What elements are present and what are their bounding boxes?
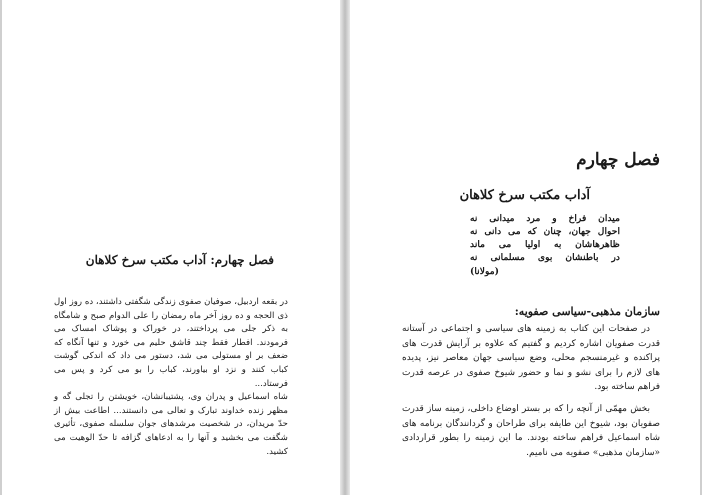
verse-line-2: احوال جهان، چنان که می دانی نه bbox=[470, 226, 620, 237]
chapter-title: آداب مکتب سرخ کلاهان bbox=[459, 188, 590, 203]
verse-line-3: ظاهرهاشان به اولیا می ماند bbox=[470, 239, 620, 250]
right-page bbox=[350, 0, 700, 495]
right-paragraph-2: بخش مهمّی از آنچه را که بر بستر اوضاع داخلی، زمینه ساز قدرت صفویان بود، شیوخ این طایفه برای طراحان و گردانندگان برنامه های شاه اسماعیل فراهم ساخته بودند. ما این زمینه را بطور قراردادی «سازمان مذهبی» صفویه می نامیم. bbox=[402, 403, 660, 458]
verse-line-1: میدان فراخ و مرد میدانی نه bbox=[470, 213, 620, 224]
left-page-body bbox=[54, 296, 288, 459]
left-page-title: فصل چهارم: آداب مکتب سرخ کلاهان bbox=[85, 253, 274, 267]
left-paragraph-2: شاه اسماعیل و پدران وی، پشتیبانشان، خویشتن را تجلی گه و مظهر زنده خداوند تبارک و تعالی می دانستند... اطاعت بیش از حدّ مریدان، در شخصیت مرشدهای جوان سلسله صفوی، تأثیری شگفت می بخشید و آنها را به ادعاهای گزافه تا حدّ الوهیت می کشید. bbox=[54, 392, 288, 457]
verse-author: (مولانا) bbox=[470, 266, 499, 277]
right-page-body bbox=[402, 322, 660, 467]
right-paragraph-1: در صفحات این کتاب به زمینه های سیاسی و اجتماعی در آستانه قدرت صفویان اشاره کردیم و گفتیم که علاوه بر آرایش قدرت های پراکنده و غیرمنسجم محلی، وضع سیاسی جهان معاصر نیز، پدیده های لازم را برای نشو و نما و حضور شیوخ صفوی در عرصه قدرت فراهم ساخته بود. bbox=[402, 324, 660, 393]
section-heading: سازمان مذهبی-سیاسی صفویه: bbox=[514, 305, 660, 318]
left-paragraph-1: در بقعه اردبیل، صوفیان صفوی زندگی شگفتی داشتند، ده روز اول ذی الحجه و ده روز آخر ماه رمضان را علی الدوام صبح و شامگاه به ذکر جلی می پرداختند، در خوراک و پوشاک امساک می فرمودند. افطار فقط چند قاشق حلیم می خورد و تنها آنگاه که ضعف بر او مستولی می شد، دستور می داد که اندکی گوشت کباب کنند و نزد او بیاورند، کباب را بو می کرد و پس می فرستاد... bbox=[54, 297, 288, 389]
chapter-label: فصل چهارم bbox=[576, 150, 660, 170]
epigraph-verse bbox=[470, 212, 620, 278]
book-gutter bbox=[340, 0, 350, 495]
verse-line-4: در باطنشان بوی مسلمانی نه bbox=[470, 252, 620, 263]
left-page bbox=[2, 0, 340, 495]
